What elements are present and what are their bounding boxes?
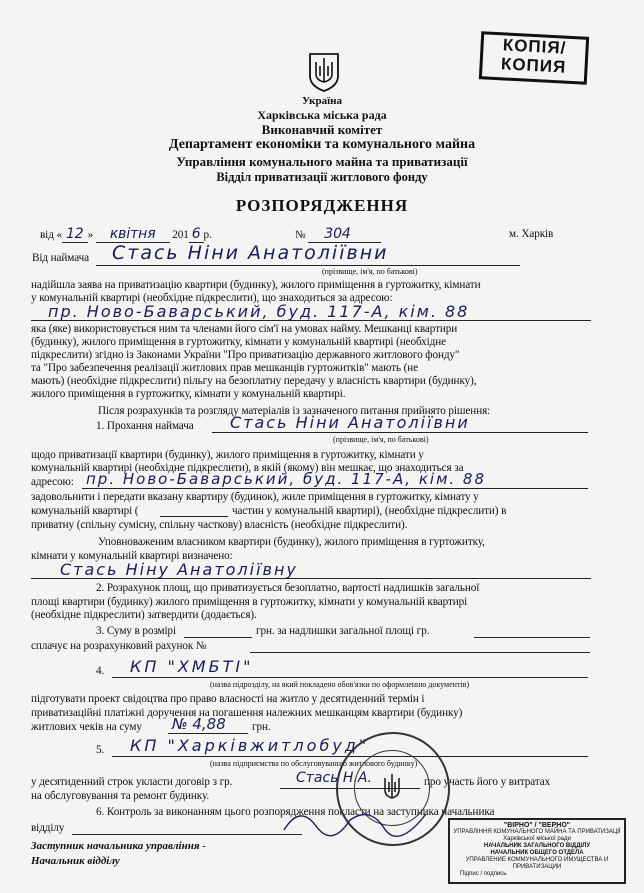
item5-line-1a: у десятиденний строк укласти договір з гр. — [31, 776, 233, 788]
date-mid: » — [87, 229, 94, 241]
item5-line-2: на обслуговування та ремонт будинку. — [31, 790, 210, 802]
item1-line-4: задовольнити і передати вказану квартиру (будинок), жиле приміщення в гуртожитку, кімнату у — [31, 491, 479, 503]
item3-line-1a: 3. Суму в розмірі — [96, 625, 177, 637]
certification-stamp: "ВІРНО" / "ВЕРНО" УПРАВЛІННЯ КОМУНАЛЬНОГО МАЙНА ТА ПРИВАТИЗАЦІЇ Харківської міської ради НАЧАЛЬНИК ЗАГАЛЬНОГО ВІДДІЛУ НАЧАЛЬНИК ОБЩЕГО ОТДЕЛА УПРАВЛЕНИЕ КОММУНАЛЬНОГО ИМУЩЕСТВА И ПРИВАТИЗАЦИИ Підпис / подпись — [448, 818, 626, 884]
para1-line-4: (будинку), жилого приміщення в гуртожитку, кімнати у комунальній квартирі (необхідне — [31, 336, 447, 348]
item1-name: Стась Ніни Анатоліївни — [230, 413, 470, 432]
item1-label: 1. Прохання наймача — [96, 420, 194, 432]
para1-line-2: у комунальній квартирі (необхідне підкреслити), що знаходиться за адресою: — [31, 292, 393, 304]
item6-line-1: 6. Контроль за виконанням цього розпорядження покласти на заступника начальника — [96, 806, 495, 818]
date-year-suffix: р. — [203, 229, 212, 241]
item4-sum-unit: грн. — [252, 721, 271, 733]
tenant-label: Від наймача — [32, 252, 90, 264]
item1-address: пр. Ново-Баварський, буд. 117-А, кім. 88 — [86, 470, 487, 488]
date-row — [40, 226, 212, 242]
tenant-caption: (прізвище, ім'я, по батькові) — [322, 267, 418, 276]
header-council: Харківська міська рада — [257, 108, 387, 122]
date-year-prefix: 201 — [172, 229, 189, 241]
item4-sum: № 4,88 — [172, 715, 226, 733]
item1-line-5a: комунальній квартирі ( — [31, 505, 139, 517]
item2-line-1: 2. Розрахунок площ, що приватизується безоплатно, вартості надлишків загальної — [96, 582, 480, 594]
order-number — [295, 226, 381, 242]
item1-line-1: щодо приватизації квартири (будинку), жилого приміщення в гуртожитку, кімнати у — [31, 449, 424, 461]
header-division: Відділ приватизації житлового фонду — [216, 170, 428, 184]
document-title: РОЗПОРЯДЖЕННЯ — [235, 196, 409, 215]
date-year-digit: 6 — [189, 226, 204, 243]
date-day: 12 — [62, 226, 88, 243]
header-country: Україна — [301, 95, 343, 107]
item3-line-2: сплачує на розрахунковий рахунок № — [31, 640, 207, 652]
item4-line-3: житлових чеків на суму — [31, 721, 142, 733]
item1-line-2: комунальній квартирі (необхідне підкреслити), в якій (якому) він мешкає, що знаходиться за — [31, 462, 464, 474]
date-month: квітня — [96, 226, 170, 243]
para1-line-7: мають) (необхідне підкреслити) пільгу на безоплатну передачу у власність квартири (будинку), — [31, 375, 477, 387]
item5-org: КП "Харківжитлобуд" — [130, 736, 370, 755]
item1-owner: Стась Ніну Анатоліївну — [60, 560, 298, 579]
item4-line-1: підготувати проект свідоцтва про право власності на житло у десятиденний термін і — [31, 693, 425, 705]
city: м. Харків — [509, 228, 554, 240]
para1-line-3: яка (яке) використовується ним та членами його сім'ї на умовах найму. Мешканці квартири — [31, 323, 458, 335]
item5-line-1b: про участь його у витратах — [424, 776, 551, 788]
decision-intro: Після розрахунків та розгляду матеріалів із зазначеного питання прийнято рішення: — [98, 405, 491, 417]
signature-line-1: Заступник начальника управління - — [31, 840, 206, 852]
item6-line-2: відділу — [31, 822, 65, 834]
item5-person: Стась Н.А. — [296, 770, 372, 786]
order-number-value: 304 — [308, 226, 380, 243]
header-department: Департамент економіки та комунального майна — [168, 137, 476, 152]
address-handwritten: пр. Ново-Баварський, буд. 117-А, кім. 88 — [48, 302, 470, 321]
item1-caption: (прізвище, ім'я, по батькові) — [333, 435, 429, 444]
date-prefix: від « — [40, 229, 62, 241]
item1-line-7: Уповноваженим власником квартири (будинку), жилого приміщення в гуртожитку, — [98, 536, 485, 548]
copy-stamp: КОПІЯ/ КОПИЯ — [479, 31, 589, 85]
para1-line-5: підкреслити) згідно із Законами України "Про приватизацію державного житлового фонду" — [31, 349, 460, 361]
item4-caption: (назва підрозділу, на який покладено обов'язки по оформленню документів) — [210, 680, 470, 689]
item2-line-3: (необхідне підкреслити) затвердити (додається). — [31, 609, 257, 621]
signature-line-2: Начальник відділу — [31, 855, 120, 867]
header-committee: Виконавчий комітет — [261, 122, 383, 137]
item5-caption: (назва підприємства по обслуговуванню житлового будинку) — [210, 759, 418, 768]
para1-line-8: жилого приміщення в гуртожитку, кімнати у комунальній квартирі. — [31, 388, 346, 400]
item4-org: КП "ХМБТІ" — [130, 657, 254, 676]
tenant-name: Стась Ніни Анатоліївни — [112, 242, 389, 264]
para1-line-6: та "Про забезпечення реалізації житлових прав мешканців гуртожитків" мають (не — [31, 362, 419, 374]
item3-line-1b: грн. за надлишки загальної площі гр. — [256, 625, 430, 637]
item4-line-2: приватизаційні платіжні доручення на погашення належних мешканцям квартири (будинку) — [31, 707, 463, 719]
item1-line-5b: частин у комунальній квартирі), (необхідне підкреслити) в — [232, 505, 507, 517]
signature-scribble-icon — [280, 800, 430, 840]
item1-line-6: приватну (спільну сумісну, спільну часткову) власність (необхідне підкреслити). — [31, 519, 408, 531]
item4-num: 4. — [96, 665, 105, 677]
item1-line-3: адресою: — [31, 476, 74, 488]
header-administration: Управління комунального майна та приватизації — [176, 154, 468, 169]
item1-line-8: кімнати у комунальній квартирі визначено: — [31, 550, 233, 562]
trident-emblem-icon — [308, 52, 340, 92]
order-number-label: № — [295, 229, 306, 241]
para1-line-1: надійшла заява на приватизацію квартири (будинку), жилого приміщення в гуртожитку, кімнати — [31, 279, 481, 291]
item5-num: 5. — [96, 744, 105, 756]
item2-line-2: площі квартири (будинку) жилого приміщення в гуртожитку, кімнати у комунальній квартирі — [31, 596, 468, 608]
